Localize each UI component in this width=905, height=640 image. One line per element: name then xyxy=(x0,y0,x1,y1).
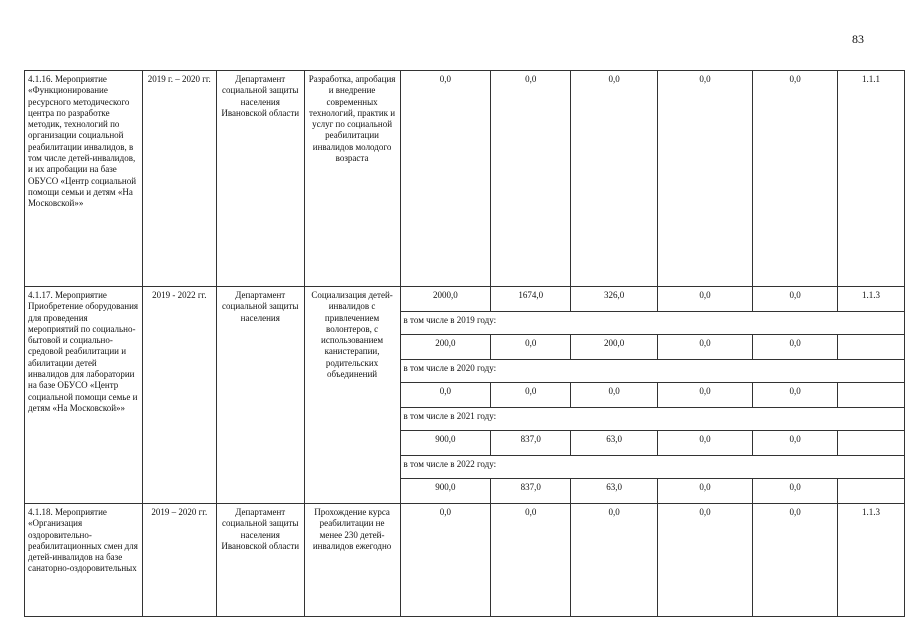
measure-name: 4.1.16. Мероприятие «Функционирование ресурсного методического центра по разработке методик, технологий по организации социальной реабилитации инвалидов, в том числе детей-инвалидов, и их апробации на базе ОБУСО «Центр социальной помощи семьи и детям «На Московской»» xyxy=(25,71,143,287)
table-row xyxy=(25,287,905,312)
value-cell: 0,0 xyxy=(571,504,658,617)
value-cell: 837,0 xyxy=(491,479,571,504)
value-cell: 0,0 xyxy=(657,479,752,504)
value-cell: 0,0 xyxy=(571,383,658,408)
measure-result: Разработка, апробация и внедрение современных технологий, практик и услуг по социальной реабилитации инвалидов молодого возраста xyxy=(304,71,400,287)
value-cell: 0,0 xyxy=(571,71,658,287)
value-cell: 63,0 xyxy=(571,431,658,456)
value-cell: 326,0 xyxy=(571,287,658,312)
value-cell: 0,0 xyxy=(491,383,571,408)
indicator-code: 1.1.3 xyxy=(838,504,905,617)
value-cell: 0,0 xyxy=(657,431,752,456)
measure-executor: Департамент социальной защиты населения xyxy=(216,287,304,504)
measure-period: 2019 - 2022 гг. xyxy=(142,287,216,504)
year-subheader: в том числе в 2022 году: xyxy=(400,456,904,479)
value-cell: 200,0 xyxy=(571,335,658,360)
value-cell: 0,0 xyxy=(657,383,752,408)
value-cell: 0,0 xyxy=(657,335,752,360)
value-cell: 0,0 xyxy=(753,383,838,408)
value-cell: 0,0 xyxy=(753,71,838,287)
year-subheader: в том числе в 2020 году: xyxy=(400,360,904,383)
value-cell: 0,0 xyxy=(657,287,752,312)
value-cell: 0,0 xyxy=(753,335,838,360)
value-cell: 0,0 xyxy=(400,71,491,287)
value-cell: 0,0 xyxy=(491,335,571,360)
value-cell: 0,0 xyxy=(753,431,838,456)
measures-table xyxy=(24,70,905,617)
empty-cell xyxy=(838,335,905,360)
year-subheader: в том числе в 2019 году: xyxy=(400,312,904,335)
measure-executor: Департамент социальной защиты населения Ивановской области xyxy=(216,504,304,617)
value-cell: 63,0 xyxy=(571,479,658,504)
table-row xyxy=(25,504,905,617)
value-cell: 900,0 xyxy=(400,431,491,456)
empty-cell xyxy=(838,479,905,504)
value-cell: 0,0 xyxy=(491,71,571,287)
table-row xyxy=(25,71,905,287)
value-cell: 0,0 xyxy=(753,479,838,504)
value-cell: 0,0 xyxy=(657,71,752,287)
measure-name: 4.1.17. Мероприятие Приобретение оборудования для проведения мероприятий по социально-бытовой и социально-средовой реабилитации и абилитации детей инвалидов для лаборатории на базе ОБУСО «Центр социальной помощи семье и детям «На Московской»» xyxy=(25,287,143,504)
value-cell: 0,0 xyxy=(491,504,571,617)
value-cell: 1674,0 xyxy=(491,287,571,312)
value-cell: 200,0 xyxy=(400,335,491,360)
value-cell: 900,0 xyxy=(400,479,491,504)
indicator-code: 1.1.1 xyxy=(838,71,905,287)
measure-name: 4.1.18. Мероприятие «Организация оздоровительно-реабилитационных смен для детей-инвалидов на базе санаторно-оздоровительных xyxy=(25,504,143,617)
measure-period: 2019 – 2020 гг. xyxy=(142,504,216,617)
indicator-code: 1.1.3 xyxy=(838,287,905,312)
measure-period: 2019 г. – 2020 гг. xyxy=(142,71,216,287)
value-cell: 2000,0 xyxy=(400,287,491,312)
value-cell: 0,0 xyxy=(400,383,491,408)
year-subheader: в том числе в 2021 году: xyxy=(400,408,904,431)
measure-result: Социализация детей-инвалидов с привлечением волонтеров, с использованием канистерапии, родительских объединений xyxy=(304,287,400,504)
value-cell: 0,0 xyxy=(753,504,838,617)
empty-cell xyxy=(838,383,905,408)
measure-result: Прохождение курса реабилитации не менее 230 детей-инвалидов ежегодно xyxy=(304,504,400,617)
value-cell: 0,0 xyxy=(400,504,491,617)
value-cell: 837,0 xyxy=(491,431,571,456)
value-cell: 0,0 xyxy=(753,287,838,312)
empty-cell xyxy=(838,431,905,456)
value-cell: 0,0 xyxy=(657,504,752,617)
page-number: 83 xyxy=(852,32,864,46)
measure-executor: Департамент социальной защиты населения Ивановской области xyxy=(216,71,304,287)
